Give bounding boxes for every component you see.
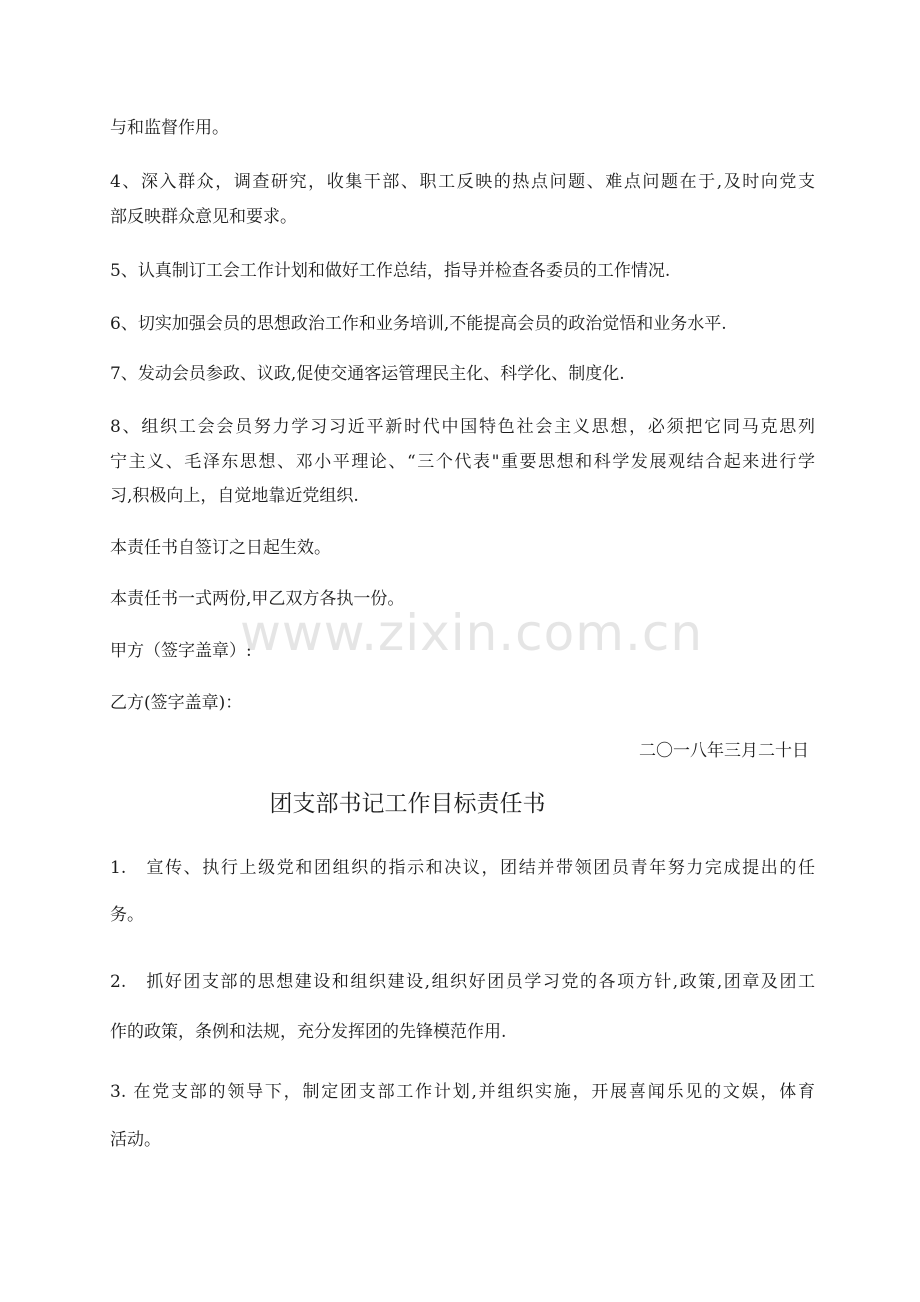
paragraph-line: 2. 抓好团支部的思想建设和组织建设,组织好团员学习党的各项方针,政策,团章及团工 [110,972,815,992]
paragraph-line: 部反映群众意见和要求。 [110,207,297,227]
signature-party-b: 乙方(签字盖章)： [110,693,243,713]
paragraph-line: 本责任书自签订之日起生效。 [110,538,331,558]
paragraph-line: 4、深入群众，调查研究，收集干部、职工反映的热点问题、难点问题在于,及时向党支 [110,172,815,192]
paragraph-line: 务。 [110,905,144,925]
paragraph-line: 8、组织工会会员努力学习习近平新时代中国特色社会主义思想，必须把它同马克思列 [110,417,815,437]
paragraph-line: 1. 宣传、执行上级党和团组织的指示和决议，团结并带领团员青年努力完成提出的任 [110,858,815,878]
watermark: www.zixin.com.cn [240,604,704,662]
paragraph-line: 活动。 [110,1130,161,1150]
paragraph-line: 本责任书一式两份,甲乙双方各执一份。 [110,589,405,609]
paragraph-line: 宁主义、毛泽东思想、邓小平理论、“三个代表"重要思想和科学发展观结合起来进行学 [110,452,815,472]
paragraph-line: 6、切实加强会员的思想政治工作和业务培训,不能提高会员的政治觉悟和业务水平. [110,314,727,334]
paragraph-line: 与和监督作用。 [110,118,229,138]
paragraph-line: 7、发动会员参政、议政,促使交通客运管理民主化、科学化、制度化. [110,364,625,384]
section-title: 团支部书记工作目标责任书 [269,791,546,817]
signature-party-a: 甲方（签字盖章）: [110,641,252,661]
paragraph-line: 习,积极向上，自觉地靠近党组织. [110,486,359,506]
paragraph-line: 作的政策，条例和法规，充分发挥团的先锋模范作用. [110,1022,507,1042]
paragraph-line: 5、认真制订工会工作计划和做好工作总结，指导并检查各委员的工作情况. [110,261,671,281]
document-date: 二〇一八年三月二十日 [639,741,809,761]
paragraph-line: 3. 在党支部的领导下，制定团支部工作计划,并组织实施，开展喜闻乐见的文娱，体育 [110,1082,815,1102]
